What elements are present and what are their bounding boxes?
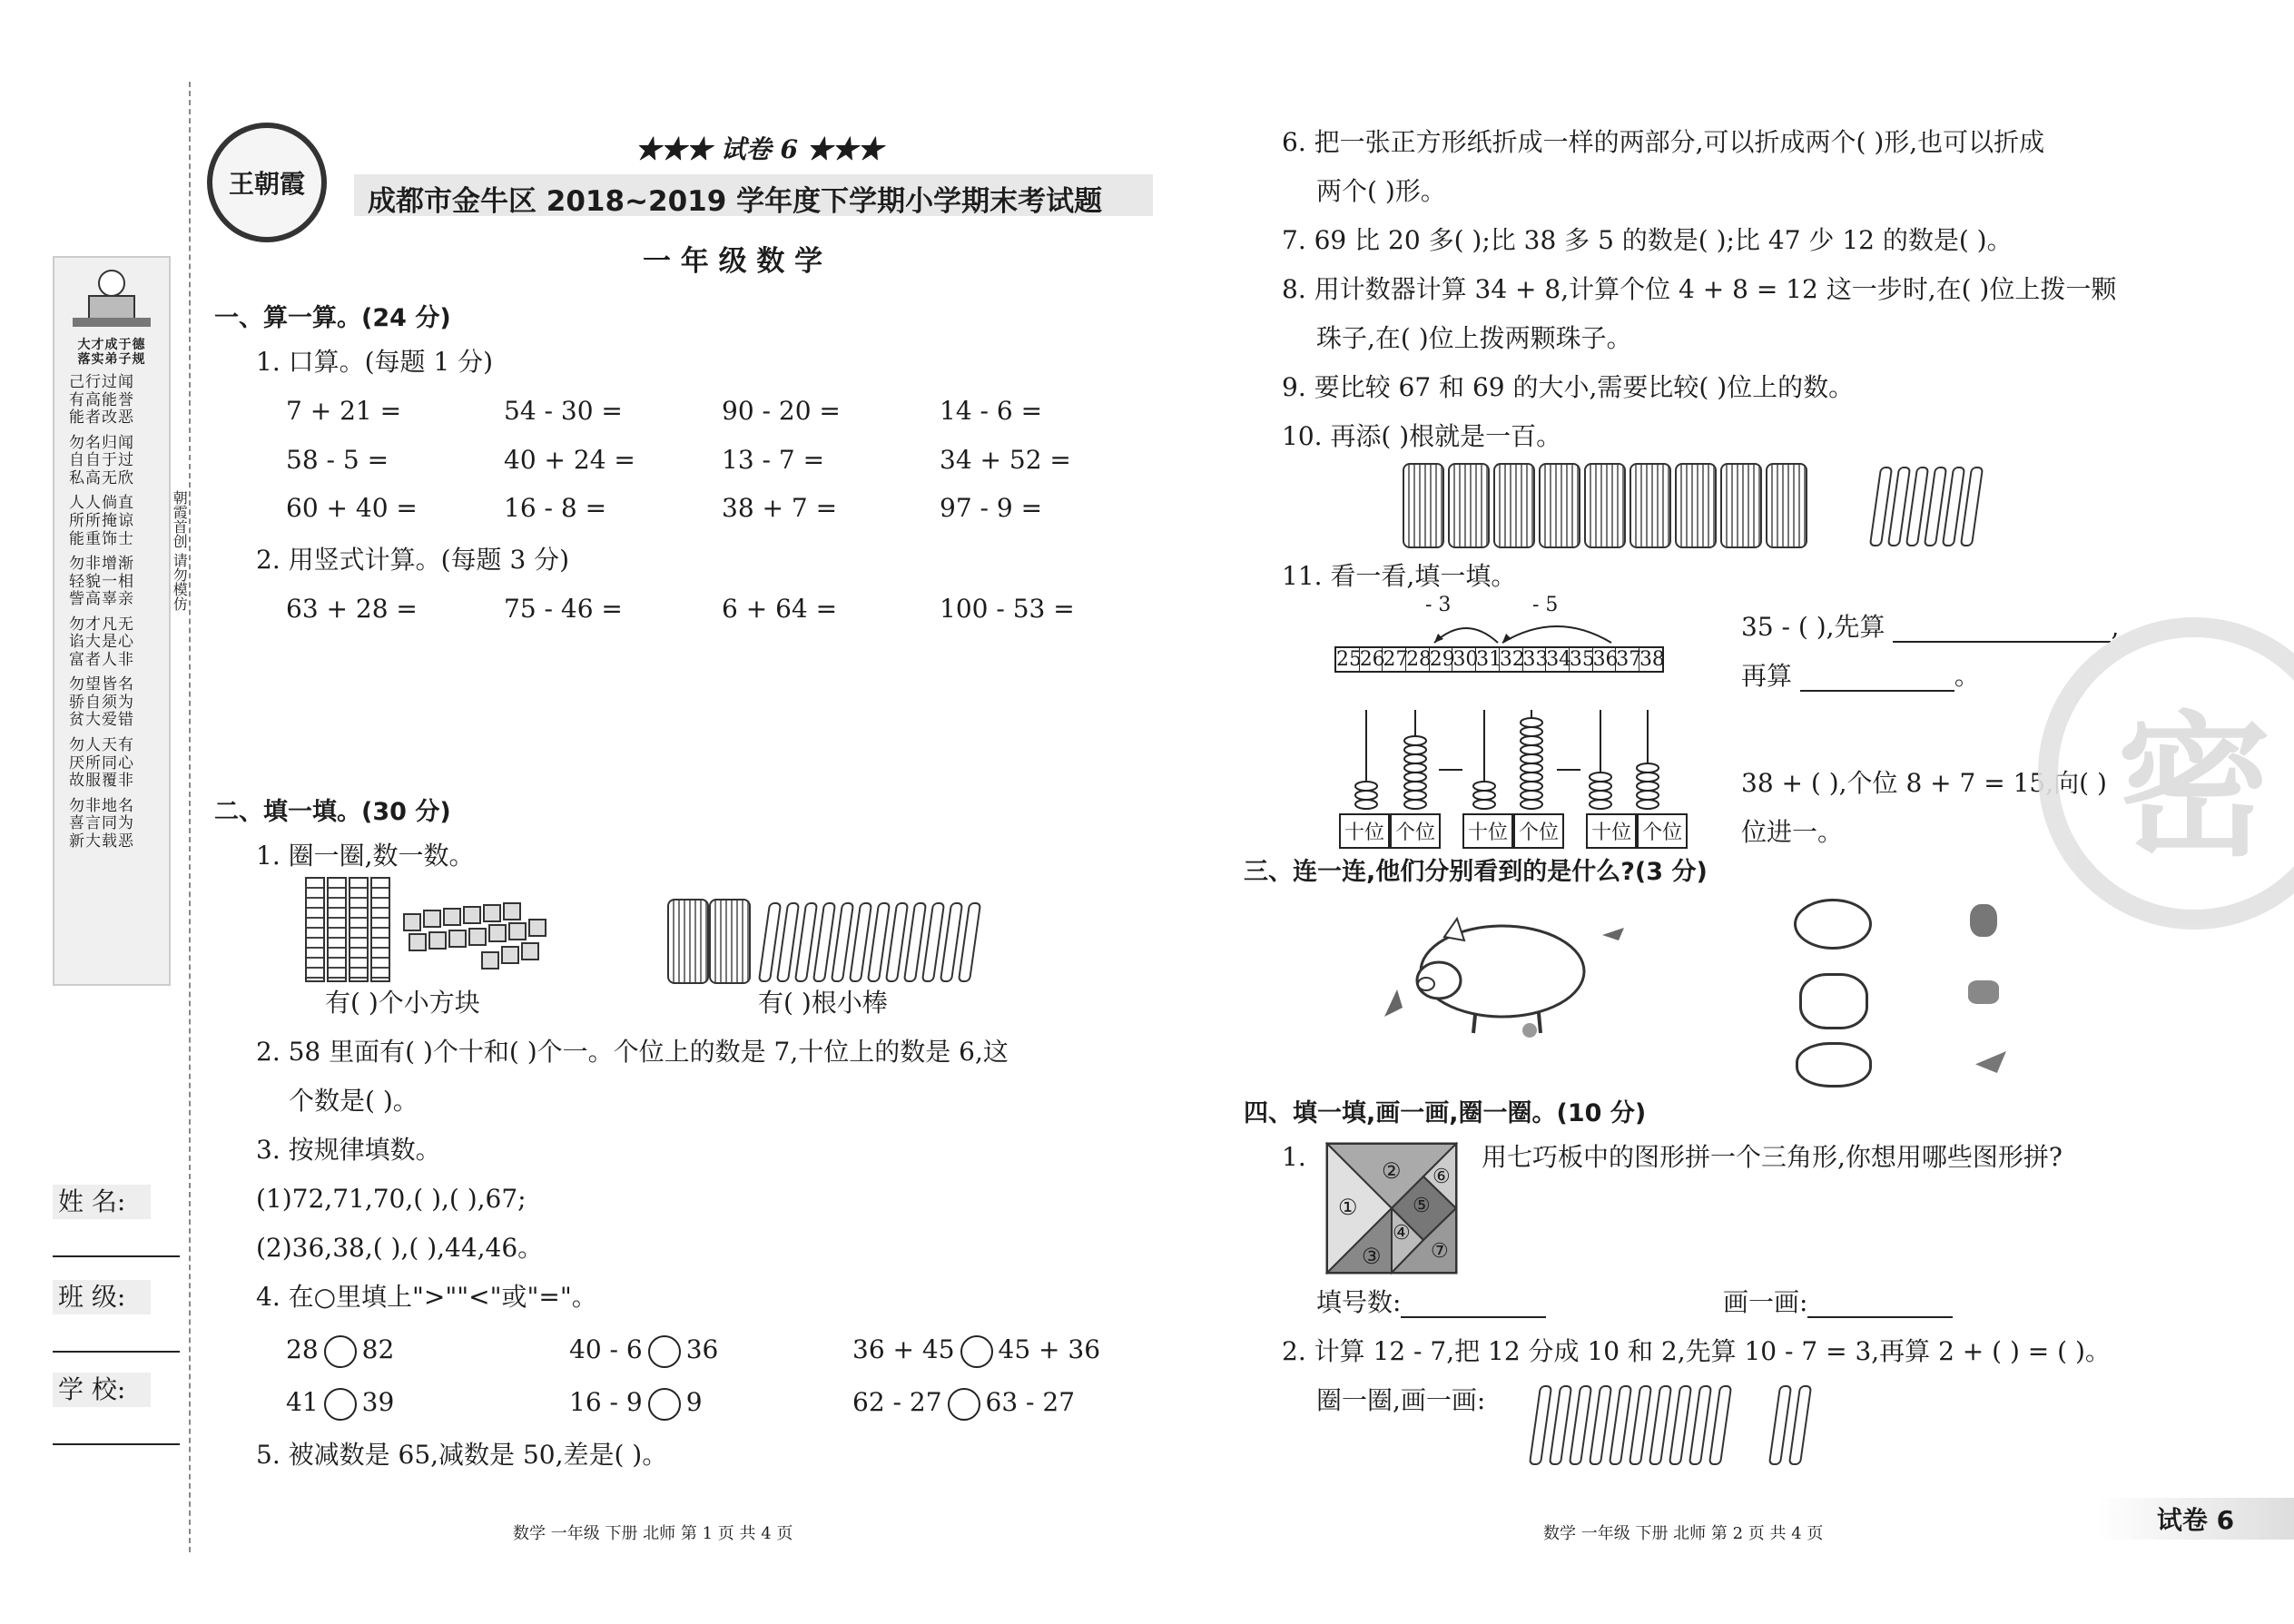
view-option-b[interactable]: [1799, 973, 1868, 1029]
single-cube: [463, 906, 481, 924]
part2-q6-line2: 两个( )形。: [1316, 176, 1446, 206]
part2-q8-line2: 珠子,在( )位上拨两颗珠子。: [1316, 323, 1632, 353]
single-cube: [481, 951, 499, 969]
tangram-square: [1325, 1142, 1458, 1275]
oral-calc-item: 97 - 9 =: [940, 493, 1043, 524]
oral-calc-row: [286, 445, 1157, 476]
sidebar-motto-line: 所所掩谅: [69, 512, 134, 531]
stick-bundle: [1720, 463, 1762, 548]
single-stick: [1589, 1385, 1612, 1465]
sidebar-motto-line: 人人倘直: [69, 494, 134, 513]
oral-calc-item: 38 + 7 =: [722, 493, 838, 524]
part3-heading: 三、连一连,他们分别看到的是什么?(3 分): [1244, 858, 1708, 886]
sidebar-motto-line: 富者人非: [69, 650, 134, 669]
sidebar-motto-line: 能者改恶: [69, 408, 134, 428]
sidebar-vertical-note: 朝霞首创 请勿模仿: [171, 490, 189, 612]
ruler-number: 36: [1592, 648, 1619, 671]
paper-badge: ★★★ 试卷 6 ★★★: [635, 134, 883, 164]
school-field[interactable]: [53, 1373, 180, 1445]
part2-q9: 9. 要比较 67 和 69 的大小,需要比较( )位上的数。: [1282, 372, 1855, 402]
ten-cube-tower: [327, 877, 347, 982]
ruler-number: 27: [1383, 648, 1409, 671]
oral-calc-item: 58 - 5 =: [286, 444, 389, 475]
oral-calc-item: 90 - 20 =: [722, 396, 841, 426]
part2-q2-line1: 2. 58 里面有( )个十和( )个一。个位上的数是 7,十位上的数是 6,这: [256, 1037, 1009, 1067]
part4-q1-draw: 画一画:: [1723, 1287, 1953, 1318]
single-stick: [1609, 1385, 1632, 1465]
ruler-number: 37: [1616, 648, 1642, 671]
sidebar-motto-line: 谄大是心: [69, 633, 134, 652]
answer-blank[interactable]: [1893, 641, 2111, 643]
abacus-label-pair: [1339, 813, 1441, 849]
part2-q6-line1: 6. 把一张正方形纸折成一样的两部分,可以折成两个( )形,也可以折成: [1282, 127, 2045, 157]
abacus-label-ones: 个位: [1390, 813, 1441, 849]
single-cube: [483, 904, 501, 922]
part4-q2: 2. 计算 12 - 7,把 12 分成 10 和 2,先算 10 - 7 = 3,再算 2 + ( ) = ( )。: [1282, 1336, 2111, 1366]
stick-bundle: [1629, 463, 1671, 548]
ruler-number: 33: [1522, 648, 1549, 671]
compare-circle[interactable]: [648, 1335, 681, 1368]
scholar-figure: [62, 265, 162, 338]
ruler-number: 31: [1476, 648, 1502, 671]
stick-bundle: [1403, 463, 1444, 548]
viewer-mouse-icon[interactable]: [1970, 904, 1997, 937]
part2-heading: 二、填一填。(30 分): [214, 798, 451, 826]
sidebar-motto-line: 自自于过: [69, 451, 134, 470]
abacus-label-ones: 个位: [1637, 813, 1688, 849]
ruler-number: 35: [1569, 648, 1595, 671]
part2-q7: 7. 69 比 20 多( );比 38 多 5 的数是( );比 47 少 12 的数是( )。: [1282, 225, 2013, 255]
sidebar-motto-top: 大才成于德 落实弟子规: [77, 338, 146, 368]
compare-item: 40 - 6 36: [569, 1334, 852, 1368]
sidebar-motto-line: 勿才凡无: [69, 615, 134, 634]
part2-q2-line2: 个数是( )。: [289, 1086, 418, 1116]
sidebar-motto-line: 喜言同为: [69, 814, 134, 833]
single-stick: [1569, 1385, 1592, 1465]
part2-q1-caption-sticks: 有( )根小棒: [758, 988, 888, 1018]
ruler-number: 30: [1452, 648, 1479, 671]
tangram-label: ③: [1362, 1244, 1382, 1269]
part2-q4-title: 4. 在○里填上">""<"或"="。: [256, 1282, 597, 1312]
part2-q1-title: 1. 圈一圈,数一数。: [256, 841, 475, 871]
ruler-number: 32: [1499, 648, 1525, 671]
sidebar-motto-line: 勿非地名: [69, 796, 134, 815]
single-cube: [503, 902, 521, 920]
ruler-number: 26: [1359, 648, 1385, 671]
oral-calc-item: 14 - 6 =: [940, 396, 1043, 426]
single-cube: [428, 931, 447, 950]
oral-calc-item: 40 + 24 =: [504, 444, 635, 475]
stick-bundle: [1448, 463, 1490, 548]
part2-q3-a: (1)72,71,70,( ),( ),67;: [256, 1184, 527, 1214]
stick-bundle: [1539, 463, 1580, 548]
hundred-sticks-illustration: [1403, 463, 2002, 554]
single-cube: [443, 908, 461, 926]
ten-cube-tower: [305, 877, 325, 982]
vertical-calc-item: 63 + 28 =: [286, 594, 418, 624]
sidebar-motto-line: 勿非增渐: [69, 555, 134, 574]
oral-calc-item: 16 - 8 =: [504, 493, 607, 524]
single-cube: [468, 928, 487, 946]
sidebar-motto-line: 己行过闻: [69, 373, 134, 392]
binding-line: [189, 82, 191, 1552]
viewer-bird-icon[interactable]: [1975, 1051, 2006, 1073]
ruler-number: 29: [1429, 648, 1455, 671]
answer-blank[interactable]: [1800, 690, 1954, 692]
part1-heading: 一、算一算。(24 分): [214, 304, 451, 332]
footer-right: 数学 一年级 下册 北师 第 2 页 共 4 页: [1543, 1524, 1824, 1543]
single-stick: [1708, 1385, 1732, 1465]
view-option-c[interactable]: [1796, 1042, 1872, 1088]
single-stick: [1549, 1385, 1572, 1465]
single-stick: [1788, 1385, 1812, 1465]
compare-row: [286, 1387, 1136, 1421]
part2-q3-b: (2)36,38,( ),( ),44,46。: [256, 1233, 544, 1263]
part2-q11-title: 11. 看一看,填一填。: [1282, 561, 1517, 591]
part1-q2-title: 2. 用竖式计算。(每题 3 分): [256, 545, 570, 575]
oral-calc-item: 7 + 21 =: [286, 396, 402, 426]
answer-blank[interactable]: [1401, 1316, 1546, 1318]
answer-blank[interactable]: [1807, 1316, 1953, 1318]
part2-q10: 10. 再添( )根就是一百。: [1282, 421, 1562, 451]
q11-line-a1: 35 - ( ),先算 ,: [1741, 612, 2120, 642]
compare-circle[interactable]: [960, 1335, 993, 1368]
vertical-calc-item: 75 - 46 =: [504, 594, 623, 624]
school-field-label: 学 校:: [53, 1373, 151, 1407]
part2-q1-caption-cubes: 有( )个小方块: [325, 988, 480, 1018]
class-field-label: 班 级:: [53, 1280, 151, 1314]
sidebar-motto-line: 勿人天有: [69, 736, 134, 755]
tangram-label: ⑤: [1413, 1195, 1431, 1217]
page-title: 成都市金牛区 2018~2019 学年度下学期小学期末考试题: [368, 185, 1103, 218]
sidebar-motto-panel: [53, 256, 171, 986]
vertical-calc-item: 100 - 53 =: [940, 594, 1075, 624]
part2-q8-line1: 8. 用计数器计算 34 + 8,计算个位 4 + 8 = 12 这一步时,在( )位上拨一颗: [1282, 274, 2117, 304]
abacus-label-pair: [1462, 813, 1564, 849]
sticks-illustration: [667, 899, 994, 989]
single-stick: [1689, 1385, 1712, 1465]
stick-bundle: [709, 899, 751, 984]
confidential-stamp: 密: [2038, 617, 2294, 930]
oral-calc-row: [286, 396, 1157, 427]
oral-calc-item: 54 - 30 =: [504, 396, 623, 426]
pig-scene-illustration: [1366, 908, 1657, 1053]
ruler-number: 38: [1639, 648, 1665, 671]
sidebar-motto-line: 有高能誉: [69, 390, 134, 409]
oral-calc-item: 13 - 7 =: [722, 444, 825, 475]
footer-badge: 试卷 6: [2097, 1498, 2294, 1540]
compare-circle[interactable]: [324, 1335, 357, 1368]
compare-circle[interactable]: [948, 1388, 980, 1421]
compare-item: 62 - 27 63 - 27: [852, 1387, 1136, 1421]
tangram-label: ⑦: [1431, 1240, 1449, 1263]
abacus-label-tens: 十位: [1339, 813, 1390, 849]
single-stick: [1629, 1385, 1652, 1465]
tangram-label: ①: [1338, 1195, 1358, 1220]
sidebar-motto-line: 訾高辜亲: [69, 590, 134, 609]
single-cube: [409, 933, 427, 951]
sidebar-motto-line: 骄自须为: [69, 693, 134, 712]
sidebar-motto-line: 轻貌一相: [69, 572, 134, 591]
sidebar-motto-line: 能重饰士: [69, 529, 134, 548]
single-cube: [528, 919, 546, 937]
sidebar-motto-grid: [54, 367, 169, 865]
ten-cube-tower: [349, 877, 369, 982]
name-field-label: 姓 名:: [53, 1185, 151, 1219]
compare-row: [286, 1334, 1136, 1368]
compare-circle[interactable]: [324, 1388, 357, 1421]
part2-q5: 5. 被减数是 65,减数是 50,差是( )。: [256, 1440, 668, 1470]
logo-text: 王朝霞: [228, 169, 305, 199]
part4-q1-num: 1.: [1282, 1142, 1306, 1172]
abacus-label-tens: 十位: [1586, 813, 1637, 849]
cubes-illustration: [300, 877, 563, 977]
q11-line-a2: 再算 。: [1741, 661, 1980, 691]
compare-item: 16 - 9 9: [569, 1387, 852, 1421]
sidebar-motto-line: 厌所同心: [69, 753, 134, 773]
class-field[interactable]: [53, 1280, 180, 1353]
tangram-label: ⑥: [1433, 1166, 1451, 1188]
name-field-line[interactable]: [53, 1255, 180, 1257]
part2-q3-title: 3. 按规律填数。: [256, 1135, 441, 1165]
part4-heading: 四、填一填,画一画,圈一圈。(10 分): [1244, 1099, 1647, 1127]
vertical-calc-row: [286, 594, 1157, 625]
logo-seal: [207, 123, 327, 242]
abacus-label-ones: 个位: [1513, 813, 1564, 849]
stick-bundle: [1675, 463, 1717, 548]
tangram-label: ④: [1393, 1222, 1411, 1245]
footer-left: 数学 一年级 下册 北师 第 1 页 共 4 页: [513, 1524, 793, 1543]
jump-label-b: - 5: [1532, 594, 1559, 616]
q11-line-b1: 38 + ( ),个位 8 + 7 = 15,向( ): [1741, 768, 2107, 798]
single-stick: [1649, 1385, 1672, 1465]
oral-calc-item: 34 + 52 =: [940, 444, 1071, 475]
part4-q1-fill: 填号数:: [1316, 1287, 1546, 1318]
sidebar-motto-line: 新大载恶: [69, 832, 134, 851]
single-cube: [448, 930, 467, 948]
stick-bundle: [1493, 463, 1535, 548]
oral-calc-item: 60 + 40 =: [286, 493, 418, 524]
compare-item: 41 39: [286, 1387, 569, 1421]
q11-line-b2: 位进一。: [1741, 817, 1844, 847]
single-stick: [1669, 1385, 1692, 1465]
class-field-line[interactable]: [53, 1351, 180, 1353]
single-cube: [521, 942, 539, 960]
sidebar-motto-line: 故服覆非: [69, 772, 134, 791]
part4-q1-text: 用七巧板中的图形拼一个三角形,你想用哪些图形拼?: [1482, 1142, 2063, 1172]
sidebar-motto-line: 私高无欣: [69, 468, 134, 487]
page-subtitle: 一 年 级 数 学: [643, 245, 823, 278]
ruler-number: 28: [1406, 648, 1433, 671]
single-stick: [1529, 1385, 1552, 1465]
sidebar-motto-line: 勿望皆名: [69, 675, 134, 694]
ruler-number: 25: [1336, 648, 1362, 671]
single-stick: [1768, 1385, 1792, 1465]
vertical-calc-item: 6 + 64 =: [722, 594, 838, 624]
oral-calc-row: [286, 493, 1157, 524]
compare-item: 36 + 45 45 + 36: [852, 1334, 1136, 1368]
single-cube: [403, 913, 421, 931]
sidebar-motto-line: 勿名归闻: [69, 433, 134, 452]
jump-label-a: - 3: [1425, 594, 1452, 616]
abacus-label-tens: 十位: [1462, 813, 1513, 849]
part1-q1-title: 1. 口算。(每题 1 分): [256, 347, 494, 377]
stick-bundle: [1766, 463, 1807, 548]
stick-bundle: [667, 899, 709, 984]
school-field-line[interactable]: [53, 1443, 180, 1445]
number-ruler: [1334, 646, 1664, 673]
jump-arrows: [1389, 610, 1625, 646]
single-cube: [501, 946, 519, 964]
sidebar-motto-line: 贫大爱错: [69, 711, 134, 730]
tangram-label: ②: [1382, 1158, 1402, 1184]
ten-cube-tower: [370, 877, 390, 982]
ruler-number: 34: [1546, 648, 1572, 671]
single-cube: [508, 922, 527, 940]
view-option-a[interactable]: [1794, 899, 1872, 950]
compare-circle[interactable]: [648, 1388, 681, 1421]
oral-calc-grid: [286, 396, 1157, 542]
stick-bundle: [1584, 463, 1626, 548]
abacus-labels: [1339, 813, 1688, 849]
name-field[interactable]: [53, 1185, 180, 1257]
part4-q2-sub: 圈一圈,画一画:: [1316, 1385, 1486, 1415]
viewer-butterfly-icon[interactable]: [1968, 980, 1999, 1004]
single-cube: [488, 924, 507, 942]
single-cube: [423, 910, 441, 928]
twelve-sticks-illustration: [1534, 1385, 1843, 1476]
compare-item: 28 82: [286, 1334, 569, 1368]
abacus-label-pair: [1586, 813, 1688, 849]
